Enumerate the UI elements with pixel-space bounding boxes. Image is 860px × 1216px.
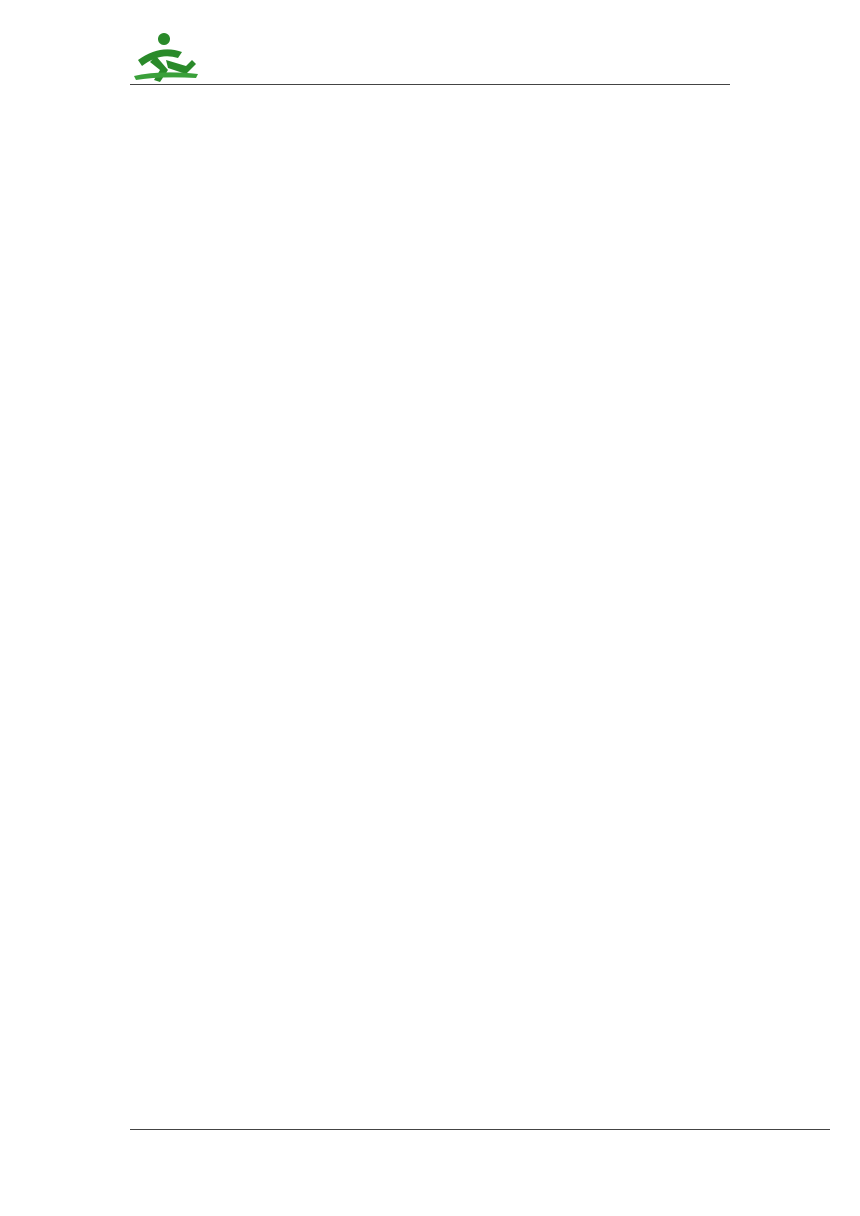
footer-divider bbox=[130, 1129, 830, 1130]
page-header bbox=[130, 30, 730, 86]
header-divider bbox=[130, 84, 730, 85]
document-body bbox=[133, 108, 743, 268]
pronunciation-table bbox=[137, 108, 743, 268]
runner-logo-icon bbox=[130, 30, 200, 86]
site-logo bbox=[130, 30, 340, 86]
